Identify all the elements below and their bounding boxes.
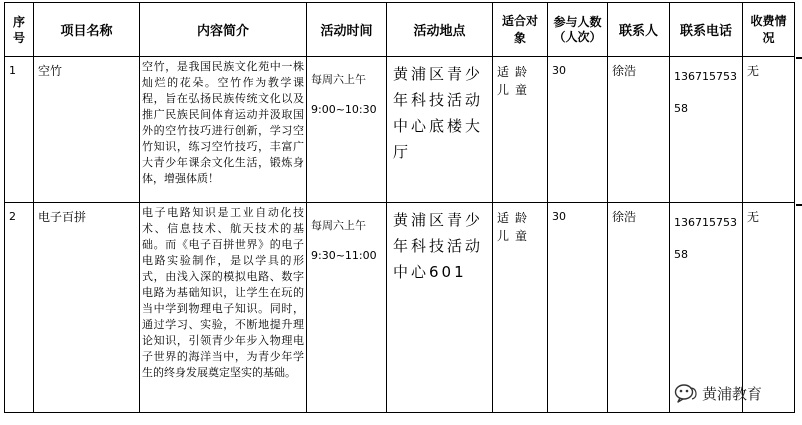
- row-time-cell: [307, 57, 387, 203]
- row-time-cell: [307, 203, 387, 413]
- row-no-cell: [5, 203, 34, 413]
- row-venue-cell: [387, 57, 493, 203]
- row-phone: 13671575358: [674, 216, 737, 261]
- row-fee: 无: [747, 210, 760, 224]
- watermark-text: 黄浦教育: [702, 384, 763, 403]
- row-desc-cell: [140, 57, 307, 203]
- header-participants: 参与人数（人次）: [548, 3, 608, 57]
- row-venue: 黄浦区青少年科技活动中心底楼大厅: [393, 65, 484, 161]
- header-name: 项目名称: [34, 3, 140, 57]
- row-phone-cell: [670, 57, 743, 203]
- row-desc: 电子电路知识是工业自动化技术、信息技术、航天技术的基础。而《电子百拼世界》的电子电路实验制作，是以学具的形式，由浅入深的模拟电路、数字电路为基础知识，让学生在玩的当中学到物理电子知识。同时，通过学习、实验，不断地提升理论知识，引领青少年步入物理电子世界的海洋当中，为青少年学生的终身发展奠定坚实的基础。: [142, 206, 304, 379]
- row-contact: 徐浩: [612, 210, 637, 224]
- row-participants: 30: [552, 64, 566, 77]
- row-time-range: 9:30~11:00: [311, 249, 377, 262]
- row-phone: 13671575358: [674, 70, 737, 115]
- row-name-cell: [34, 203, 140, 413]
- wechat-official-account-icon: [674, 383, 698, 403]
- row-suitable: 适龄儿童: [497, 211, 534, 243]
- row-venue-cell: [387, 203, 493, 413]
- table-row: [5, 57, 795, 203]
- header-row: [5, 3, 795, 57]
- row-suitable-cell: [493, 57, 548, 203]
- row-suitable: 适龄儿童: [497, 65, 534, 97]
- row-desc: 空竹，是我国民族文化苑中一株灿烂的花朵。空竹作为教学课程，旨在弘扬民族传统文化以及推广民族民间体育运动并汲取国外的空竹技巧进行创新，学习空竹知识，练习空竹技巧，丰富广大青少年课余文化生活，锻炼身体，增强体质！: [142, 60, 304, 185]
- row-no-cell: [5, 57, 34, 203]
- header-time: 活动时间: [307, 3, 387, 57]
- header-phone: 联系电话: [670, 3, 743, 57]
- row-name-cell: [34, 57, 140, 203]
- row-contact: 徐浩: [612, 64, 637, 78]
- header-contact: 联系人: [608, 3, 670, 57]
- row-participants: 30: [552, 210, 566, 223]
- row-time: [307, 57, 386, 125]
- header-fee: 收费情况: [743, 3, 795, 57]
- row-participants-cell: [548, 57, 608, 203]
- row-fee: 无: [747, 64, 760, 78]
- header-venue: 活动地点: [387, 3, 493, 57]
- header-suitable: 适合对象: [493, 3, 548, 57]
- table-edge-mark: [796, 57, 802, 59]
- table-edge-mark: [796, 204, 802, 206]
- row-time-range: 9:00~10:30: [311, 103, 377, 116]
- row-time-day: 每周六上午: [311, 73, 366, 86]
- row-contact-cell: [608, 57, 670, 203]
- row-time-day: 每周六上午: [311, 219, 366, 232]
- row-time: [307, 203, 386, 271]
- activities-table: [4, 2, 795, 413]
- row-fee-cell: [743, 57, 795, 203]
- row-participants-cell: [548, 203, 608, 413]
- header-desc: 内容简介: [140, 3, 307, 57]
- row-venue: 黄浦区青少年科技活动中心601: [393, 211, 484, 281]
- row-contact-cell: [608, 203, 670, 413]
- row-no: 1: [9, 64, 16, 77]
- row-suitable-cell: [493, 203, 548, 413]
- header-no: 序号: [5, 3, 34, 57]
- row-name: 空竹: [38, 64, 63, 78]
- row-no: 2: [9, 210, 16, 223]
- row-name: 电子百拼: [38, 210, 87, 224]
- row-desc-cell: [140, 203, 307, 413]
- watermark: [674, 380, 762, 406]
